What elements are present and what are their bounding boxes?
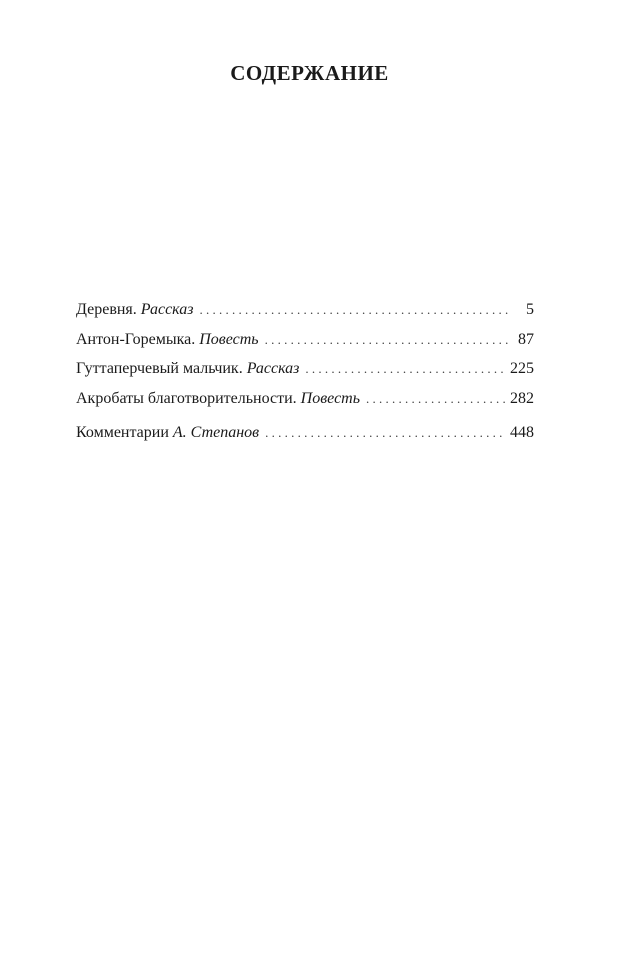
toc-entry-title	[76, 423, 259, 443]
toc-entry-page: 87	[518, 330, 534, 348]
toc-entry	[76, 330, 534, 350]
toc-entry-genre: Рассказ	[140, 301, 194, 318]
toc-entry-name: Комментарии	[76, 423, 169, 441]
toc-entry-title	[76, 300, 194, 320]
page-title: СОДЕРЖАНИЕ	[230, 61, 389, 85]
dot-leader	[366, 389, 506, 409]
toc-entry	[76, 300, 534, 320]
dot-leader	[200, 300, 509, 320]
toc-entry-genre: Повесть	[199, 330, 259, 348]
dot-leader	[305, 359, 506, 379]
table-of-contents	[76, 300, 534, 452]
toc-entry-title	[76, 359, 299, 379]
toc-entry-name: Акробаты благотворительности.	[76, 389, 297, 407]
toc-entry	[76, 389, 534, 409]
toc-entry-page: 282	[510, 389, 534, 407]
toc-entry-page: 225	[510, 360, 534, 377]
toc-entry-name: Гуттаперчевый мальчик.	[76, 360, 243, 377]
toc-entry-title	[76, 330, 259, 350]
toc-entry-name: Антон-Горемыка.	[76, 330, 196, 348]
toc-entry-title	[76, 389, 360, 409]
toc-entry-author: А. Степанов	[172, 423, 260, 441]
toc-entry-name: Деревня.	[76, 301, 137, 318]
toc-entry-genre: Повесть	[300, 389, 360, 407]
dot-leader	[265, 330, 508, 350]
dot-leader	[265, 423, 506, 443]
toc-entry-commentary	[76, 423, 534, 443]
toc-entry	[76, 359, 534, 379]
toc-entry-page: 5	[526, 301, 534, 318]
toc-entry-genre: Рассказ	[246, 360, 300, 377]
toc-entry-page: 448	[510, 423, 534, 441]
